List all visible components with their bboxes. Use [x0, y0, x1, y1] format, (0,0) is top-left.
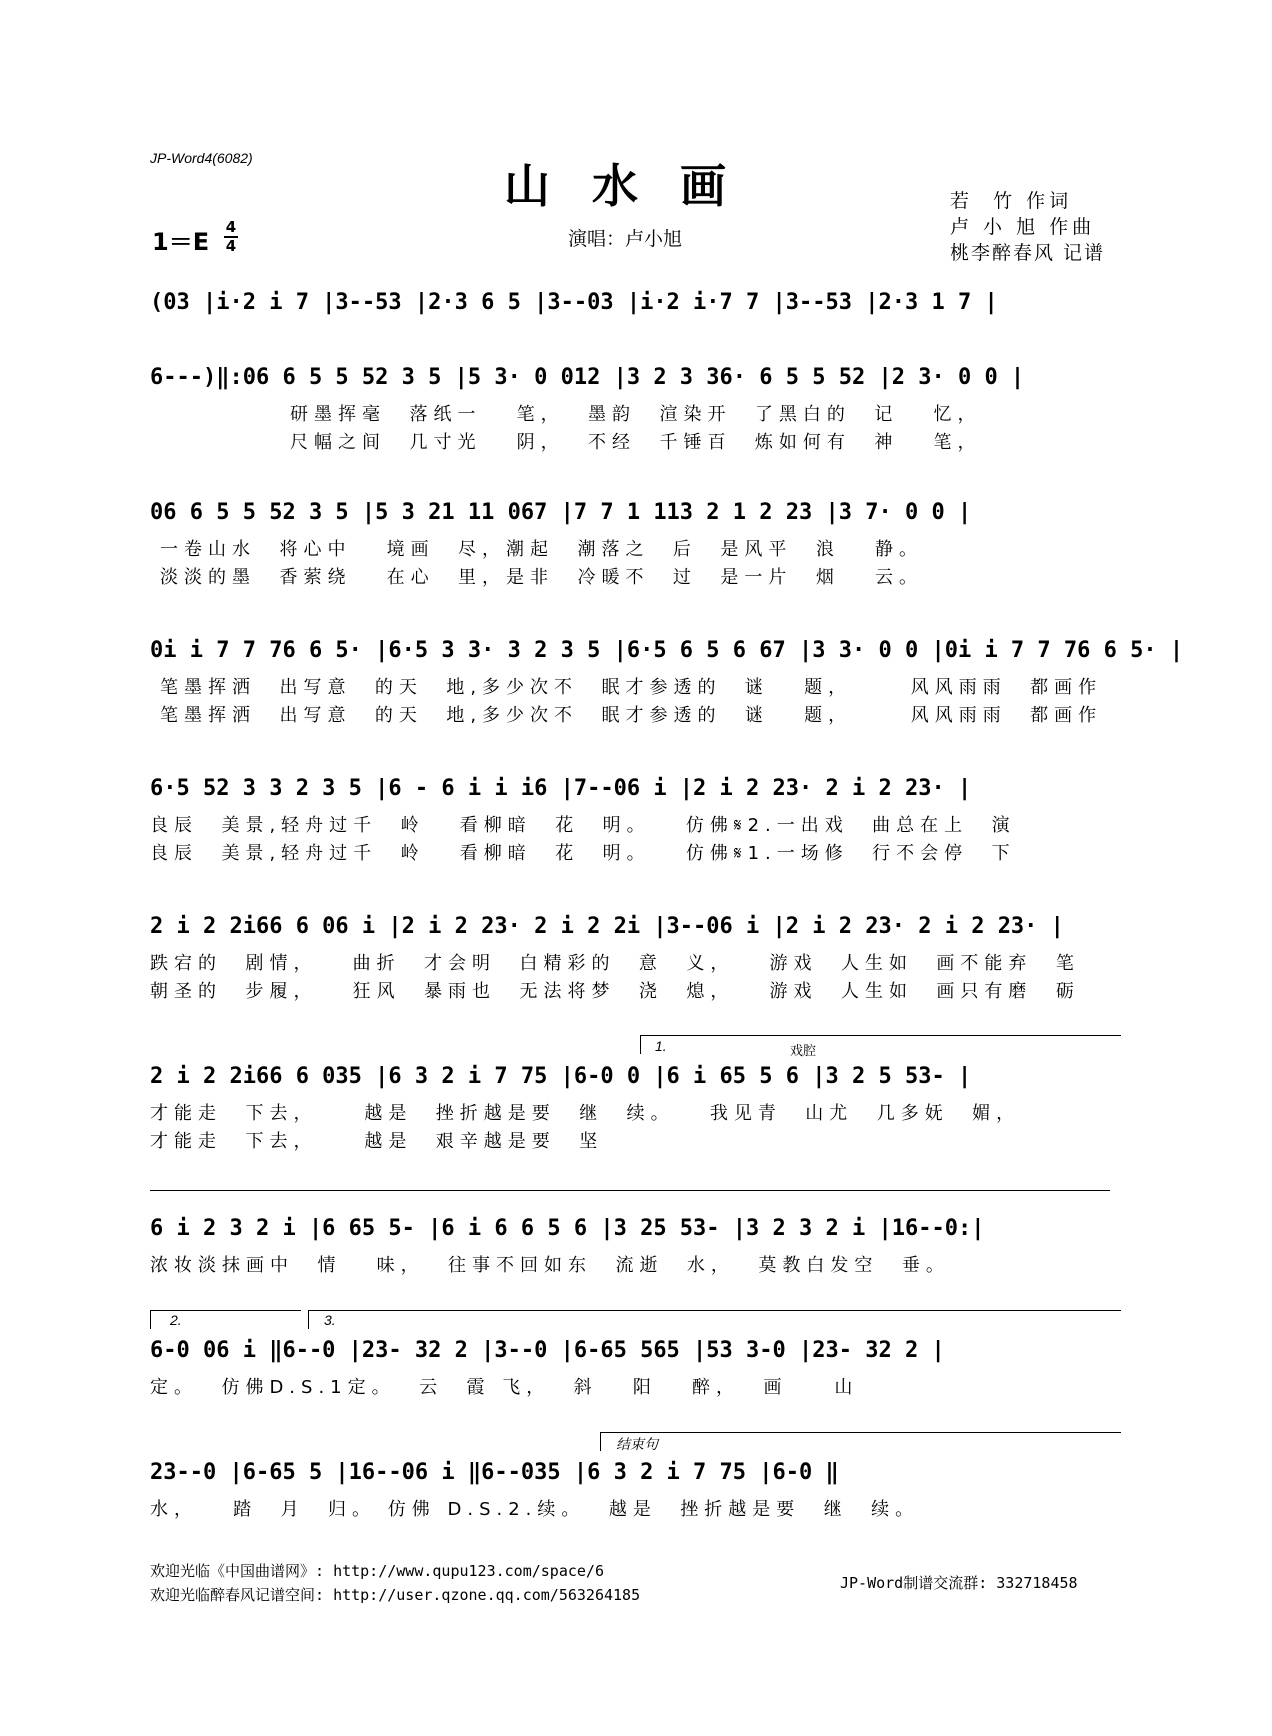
- lyric-line: 淡淡的墨 香萦绕 在心 里，是非 冷暖不 过 是一片 烟 云。: [160, 567, 923, 588]
- lyric-line: 跌宕的 剧情， 曲折 才会明 白精彩的 意 义， 游戏 人生如 画不能弃 笔: [150, 953, 1080, 974]
- time-signature: [224, 220, 238, 254]
- notation-line: 2 i 2 2i66 6 035 |6 3 2 i 7 75 |6-0 0 |6 i 65 5 6 |3 2 5 53- |: [150, 1064, 972, 1089]
- volta-label: 3.: [324, 1312, 336, 1328]
- annotation: 戏腔: [790, 1044, 817, 1059]
- footer-site1: 欢迎光临《中国曲谱网》: http://www.qupu123.com/space/6: [150, 1562, 604, 1580]
- singer: 演唱：卢小旭: [568, 228, 683, 250]
- volta-bracket-1: [640, 1035, 1121, 1054]
- notation-line: 23--0 |6-65 5 |16--06 i ‖6--035 |6 3 2 i 7 75 |6-0 ‖: [150, 1460, 839, 1485]
- notation-line: 6-0 06 i ‖6--0 |23- 32 2 |3--0 |6-65 565 |53 3-0 |23- 32 2 |: [150, 1338, 945, 1363]
- lyric-line: 研墨挥毫 落纸一 笔， 墨韵 渲染开 了黑白的 记 忆，: [290, 404, 982, 425]
- notation-line: 2 i 2 2i66 6 06 i |2 i 2 23· 2 i 2 2i |3--06 i |2 i 2 23· 2 i 2 23· |: [150, 914, 1064, 939]
- notation-line: 0i i 7 7 76 6 5· |6·5 3 3· 3 2 3 5 |6·5 6 5 6 67 |3 3· 0 0 |0i i 7 7 76 6 5· |: [150, 638, 1184, 663]
- volta-bracket-3: [308, 1310, 1121, 1329]
- notation-line: 6---)‖:06 6 5 5 52 3 5 |5 3· 0 012 |3 2 3 36· 6 5 5 52 |2 3· 0 0 |: [150, 365, 1025, 390]
- lyricist: 若 竹 作词: [950, 190, 1073, 212]
- time-numerator: 4: [225, 218, 237, 236]
- volta-label: 2.: [170, 1312, 182, 1328]
- lyric-line: 定。 仿佛D.S.1定。 云 霞 飞， 斜 阳 醉， 画 山: [150, 1377, 859, 1398]
- lyric-line: 尺幅之间 几寸光 阴， 不经 千锤百 炼如何有 神 笔，: [290, 432, 982, 453]
- lyric-line: 笔墨挥洒 出写意 的天 地,多少次不 眠才参透的 谜 题， 风风雨雨 都画作: [160, 677, 1103, 698]
- ending-label: 结束句: [616, 1436, 658, 1452]
- lyric-line: 一卷山水 将心中 境画 尽，潮起 潮落之 后 是风平 浪 静。: [160, 539, 923, 560]
- notation-line: 6 i 2 3 2 i |6 65 5- |6 i 6 6 5 6 |3 25 53- |3 2 3 2 i |16--0:|: [150, 1216, 985, 1241]
- volta-continuation: [150, 1190, 1110, 1209]
- volta-label: 1.: [655, 1038, 667, 1054]
- lyric-line: 良辰 美景,轻舟过千 岭 看柳暗 花 明。 仿佛𝄋1.一场修 行不会停 下: [150, 843, 1016, 864]
- song-title: 山水画: [504, 159, 768, 213]
- notation-line: 6·5 52 3 3 2 3 5 |6 - 6 i i i6 |7--06 i |2 i 2 23· 2 i 2 23· |: [150, 776, 972, 801]
- software-label: JP-Word4(6082): [150, 150, 253, 166]
- notation-line: (03 |i·2 i 7 |3--53 |2·3 6 5 |3--03 |i·2 i·7 7 |3--53 |2·3 1 7 |: [150, 290, 998, 315]
- time-denominator: 4: [225, 237, 237, 255]
- lyric-line: 浓妆淡抹画中 情 味， 往事不回如东 流逝 水， 莫教白发空 垂。: [150, 1255, 950, 1276]
- lyric-line: 朝圣的 步履， 狂风 暴雨也 无法将梦 浇 熄， 游戏 人生如 画只有磨 砺: [150, 981, 1080, 1002]
- lyric-line: 良辰 美景,轻舟过千 岭 看柳暗 花 明。 仿佛𝄋2.一出戏 曲总在上 演: [150, 815, 1016, 836]
- footer-site2: 欢迎光临醉春风记谱空间: http://user.qzone.qq.com/563264185: [150, 1586, 641, 1604]
- ending-bracket: [600, 1432, 1121, 1451]
- key-signature: 1＝E: [152, 228, 210, 256]
- lyric-line: 水， 踏 月 归。 仿佛 D.S.2.续。 越是 挫折越是要 继 续。: [150, 1499, 920, 1520]
- lyric-line: 笔墨挥洒 出写意 的天 地,多少次不 眠才参透的 谜 题， 风风雨雨 都画作: [160, 705, 1103, 726]
- lyric-line: 才能走 下去， 越是 艰辛越是要 坚: [150, 1131, 604, 1152]
- footer-group: JP-Word制谱交流群: 332718458: [840, 1574, 1078, 1592]
- lyric-line: 才能走 下去， 越是 挫折越是要 继 续。 我见青 山尤 几多妩 媚，: [150, 1103, 1021, 1124]
- notation-line: 06 6 5 5 52 3 5 |5 3 21 11 067 |7 7 1 113 2 1 2 23 |3 7· 0 0 |: [150, 500, 972, 525]
- composer: 卢 小 旭 作曲: [950, 216, 1096, 238]
- transcriber: 桃李醉春风 记谱: [950, 242, 1106, 264]
